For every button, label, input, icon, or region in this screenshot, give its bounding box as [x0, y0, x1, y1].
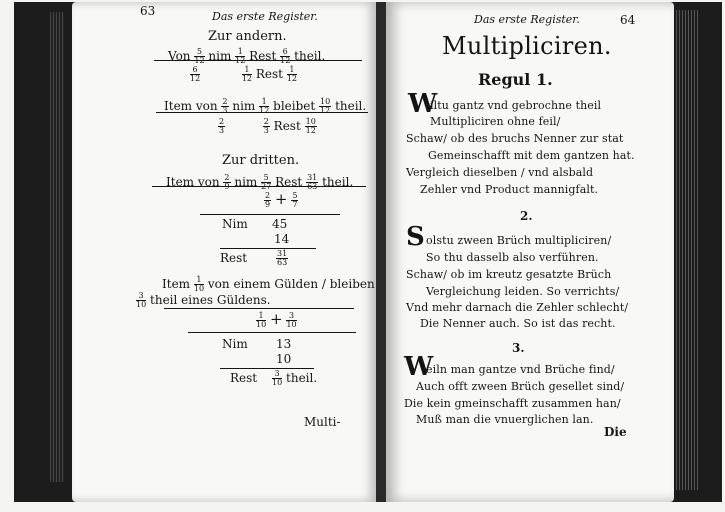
rule [188, 332, 356, 333]
verse-3-line-1: eiln man gantze vnd Brüche find/ [426, 363, 615, 376]
book-edge-left [50, 12, 64, 482]
item-line-1 [162, 276, 375, 293]
cross-icon: + [274, 190, 288, 208]
row-2-below [218, 118, 317, 135]
row-1-frac-b: $\frac{1}{12}$ [235, 47, 246, 65]
row-3-rest: Rest [275, 175, 303, 189]
row-3-cross [264, 192, 298, 209]
nim-label-2: Nim [222, 337, 248, 351]
row-2-frac-c: $\frac{10}{12}$ [320, 97, 331, 115]
scan-background [14, 2, 722, 502]
row-3 [166, 174, 353, 191]
row-2b-rest: Rest [273, 119, 301, 133]
verse-1-line-5: Vergleich dieselben / vnd alsbald [406, 166, 594, 179]
verse-1-line-1: iltu gantz vnd gebrochne theil [430, 99, 602, 112]
row-1-frac-a: $\frac{5}{12}$ [194, 47, 205, 65]
verse-3-line-4: Muß man die vnuerglichen lan. [416, 413, 594, 426]
running-head-right: Das erste Register. [474, 13, 580, 26]
row-2-nim: nim [232, 99, 256, 113]
nim-value-1: 45 [272, 217, 288, 231]
verse-1-line-2: Multipliciren ohne feil/ [430, 115, 561, 128]
row-3-frac-b: $\frac{5}{27}$ [261, 173, 272, 191]
row-1b-frac-a: $\frac{6}{12}$ [190, 65, 201, 83]
rest-frac-2-value: $\frac{3}{10}$ [272, 369, 283, 387]
rule [156, 112, 368, 113]
item-frac: $\frac{1}{10}$ [193, 275, 205, 293]
page-number-left: 63 [140, 4, 156, 18]
row-2b-frac-c: $\frac{10}{12}$ [305, 117, 316, 135]
row-1 [168, 48, 325, 65]
row-1-frac-c: $\frac{6}{12}$ [280, 47, 291, 65]
row-3-cross-frac-b: $\frac{5}{7}$ [292, 191, 298, 209]
row-3-frac-a: $\frac{2}{9}$ [224, 173, 230, 191]
rest-label-1: Rest [220, 251, 248, 265]
row-3-cross-frac-a: $\frac{2}{9}$ [265, 191, 271, 209]
cross-2-frac-a: $\frac{1}{10}$ [256, 311, 267, 329]
row-2-bleibet: bleibet [273, 99, 316, 113]
rule [220, 248, 316, 249]
row-2b-frac-a: $\frac{2}{3}$ [219, 117, 225, 135]
row-3-theil: theil. [322, 175, 354, 189]
regul-1-heading: Regul 1. [478, 70, 553, 89]
item-line-2-frac: $\frac{3}{10}$ [136, 291, 147, 309]
rest-frac-1 [276, 250, 288, 267]
nim-value-2: 13 [276, 337, 292, 351]
rest-frac-2 [272, 370, 317, 387]
rest-frac-1-value: $\frac{31}{63}$ [277, 249, 288, 267]
catchword-left: Multi- [304, 415, 341, 429]
row-1-nim: nim [208, 49, 232, 63]
nim-value-1b: 14 [274, 232, 290, 246]
cross-2 [256, 312, 297, 329]
verse-2-line-4: Vergleichung leiden. So verrichts/ [426, 285, 620, 298]
verse-2-line-1: olstu zween Brüch multipliciren/ [426, 234, 612, 247]
row-2-frac-b: $\frac{1}{12}$ [259, 97, 270, 115]
row-2-frac-a: $\frac{2}{3}$ [222, 97, 228, 115]
rule-number-3: 3. [512, 341, 525, 355]
verse-3-line-3: Die kein gmeinschafft zusammen han/ [404, 397, 621, 410]
page-number-right: 64 [620, 13, 636, 27]
left-page [72, 2, 377, 502]
dropcap-s: S [406, 222, 425, 252]
section-zur-andern: Zur andern. [208, 29, 287, 44]
book-edge-right [676, 10, 700, 490]
running-head-left: Das erste Register. [212, 10, 318, 23]
row-1b-frac-b: $\frac{1}{12}$ [241, 65, 253, 83]
row-3-frac-c: $\frac{31}{63}$ [307, 173, 318, 191]
verse-2-line-5: Vnd mehr darnach die Zehler schlecht/ [406, 301, 629, 314]
verse-2-line-3: Schaw/ ob im kreutz gesatzte Brüch [406, 268, 612, 281]
dropcap-w: W [408, 89, 438, 119]
row-1-rest: Rest [249, 49, 277, 63]
item-line-1-text: von einem Gülden / bleiben [207, 277, 375, 291]
cross-icon: + [270, 310, 283, 328]
item-line-2-text: theil eines Güldens. [150, 293, 271, 307]
verse-2-line-6: Die Nenner auch. So ist das recht. [420, 317, 616, 330]
catchword-right: Die [604, 425, 627, 439]
nim-label-1: Nim [222, 217, 248, 231]
row-2-theil: theil. [335, 99, 367, 113]
nim-value-2b: 10 [276, 352, 292, 366]
row-1-theil: theil. [294, 49, 326, 63]
rule [164, 308, 354, 309]
row-1-below [190, 66, 297, 83]
section-zur-dritten: Zur dritten. [222, 153, 300, 168]
row-3-text: Item von [166, 175, 220, 189]
verse-1-line-6: Zehler vnd Product mannigfalt. [420, 183, 599, 196]
right-page [386, 2, 674, 502]
item-word: Item [162, 277, 191, 291]
row-2-text: Item von [164, 99, 218, 113]
row-1b-frac-c: $\frac{1}{12}$ [286, 65, 297, 83]
row-2b-frac-b: $\frac{2}{3}$ [263, 117, 269, 135]
row-3-nim: nim [234, 175, 258, 189]
rest-label-2: Rest [230, 371, 258, 385]
rule-number-2: 2. [520, 209, 533, 223]
rule [154, 60, 362, 61]
rest-theil-2: theil. [286, 371, 318, 385]
dropcap-w2: W [404, 352, 434, 382]
verse-1-line-4: Gemeinschafft mit dem gantzen hat. [428, 149, 635, 162]
rule [152, 186, 366, 187]
verse-2-line-2: So thu dasselb also verführen. [426, 251, 599, 264]
rule [220, 368, 314, 369]
rule [200, 214, 340, 215]
row-1b-rest: Rest [255, 67, 283, 81]
row-1-text: Von [168, 49, 191, 63]
cross-2-frac-b: $\frac{3}{10}$ [286, 311, 297, 329]
verse-1-line-3: Schaw/ ob des bruchs Nenner zur stat [406, 132, 624, 145]
verse-3-line-2: Auch offt zween Brüch gesellet sind/ [416, 380, 625, 393]
item-line-2 [136, 292, 271, 309]
page-title: Multipliciren. [442, 32, 612, 60]
